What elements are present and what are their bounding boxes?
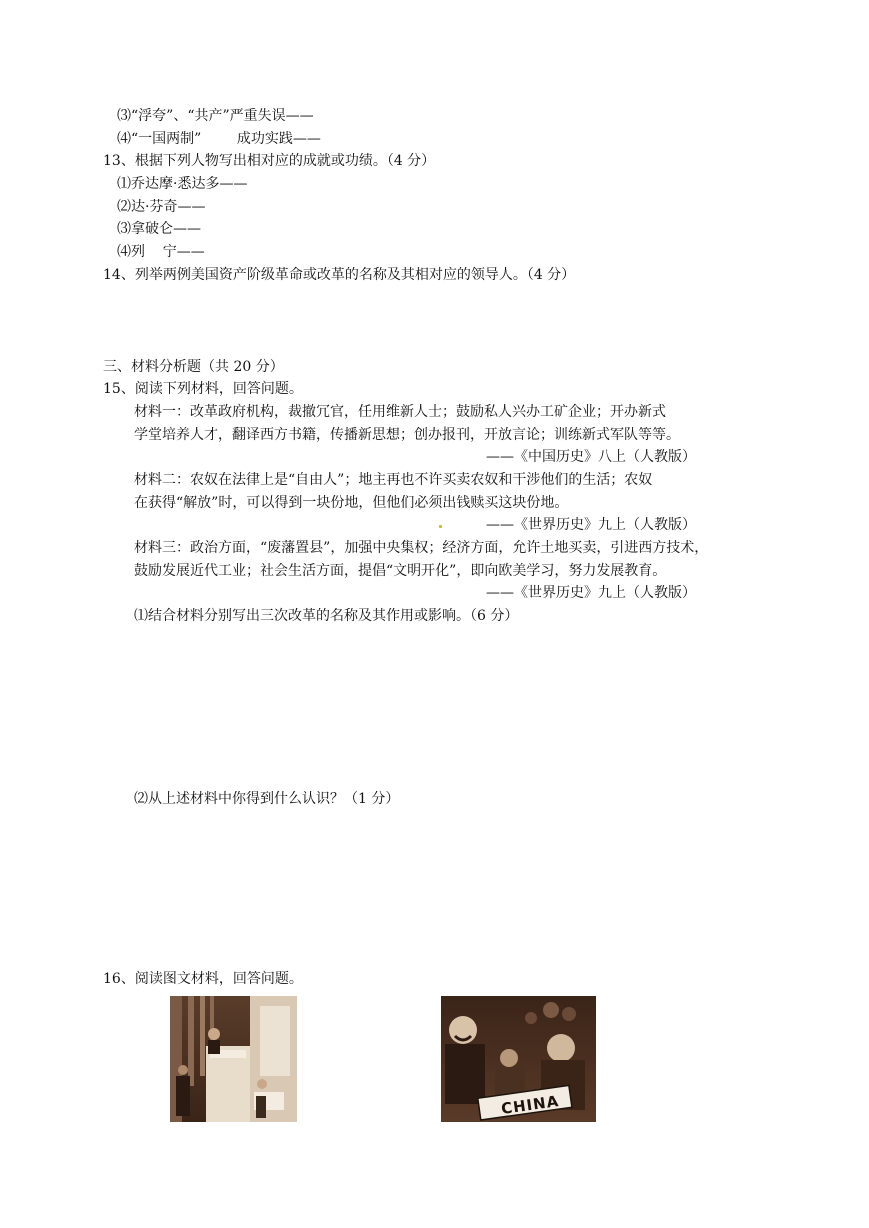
q15-material-2-line-1: 材料二：农奴在法律上是“自由人”；地主再也不许买卖农奴和干涉他们的生活；农奴	[134, 472, 653, 488]
q15-subquestion-2: ⑵从上述材料中你得到什么认识？（1 分）	[134, 791, 400, 807]
q15-material-3-source: ——《世界历史》九上（人教版）	[486, 585, 696, 601]
q15-material-3-line-2: 鼓励发展近代工业；社会生活方面，提倡“文明开化”，即向欧美学习，努力发展教育。	[134, 563, 667, 579]
q15-material-1-line-1: 材料一：改革政府机构，裁撤冗官，任用维新人士；鼓励私人兴办工矿企业；开办新式	[134, 404, 666, 420]
q13-item-2: ⑵达·芬奇——	[117, 199, 206, 215]
q15-stem: 15、阅读下列材料，回答问题。	[103, 381, 303, 397]
q12-item-3: ⑶“浮夸”、“共产”严重失误——	[117, 108, 314, 124]
china-sign-text: CHINA	[500, 1092, 561, 1118]
q12-item-4: ⑷“一国两制” 成功实践——	[117, 131, 321, 147]
q14-stem: 14、列举两例美国资产阶级革命或改革的名称及其相对应的领导人。（4 分）	[103, 267, 576, 283]
q15-material-1-source: ——《中国历史》八上（人教版）	[486, 449, 696, 465]
q16-stem: 16、阅读图文材料，回答问题。	[103, 971, 303, 987]
q15-material-3-line-1: 材料三：政治方面，“废藩置县”，加强中央集权；经济方面，允许土地买卖，引进西方技术，	[134, 540, 709, 556]
print-speck	[439, 525, 442, 528]
q13-item-3: ⑶拿破仑——	[117, 221, 201, 237]
q15-material-1-line-2: 学堂培养人才，翻译西方书籍，传播新思想；创办报刊，开放言论；训练新式军队等等。	[134, 427, 680, 443]
q15-subquestion-1: ⑴结合材料分别写出三次改革的名称及其作用或影响。（6 分）	[134, 608, 519, 624]
q13-item-4: ⑷列 宁——	[117, 244, 205, 260]
china-delegation-photo	[441, 996, 596, 1122]
podium-speech-photo	[170, 996, 297, 1122]
q13-stem: 13、根据下列人物写出相对应的成就或功绩。（4 分）	[103, 153, 436, 169]
q15-material-2-line-2: 在获得“解放”时，可以得到一块份地，但他们必须出钱赎买这块份地。	[134, 495, 569, 511]
q15-material-2-source: ——《世界历史》九上（人教版）	[486, 517, 696, 533]
q13-item-1: ⑴乔达摩·悉达多——	[117, 176, 248, 192]
section-3-heading: 三、材料分析题（共 20 分）	[103, 359, 284, 375]
